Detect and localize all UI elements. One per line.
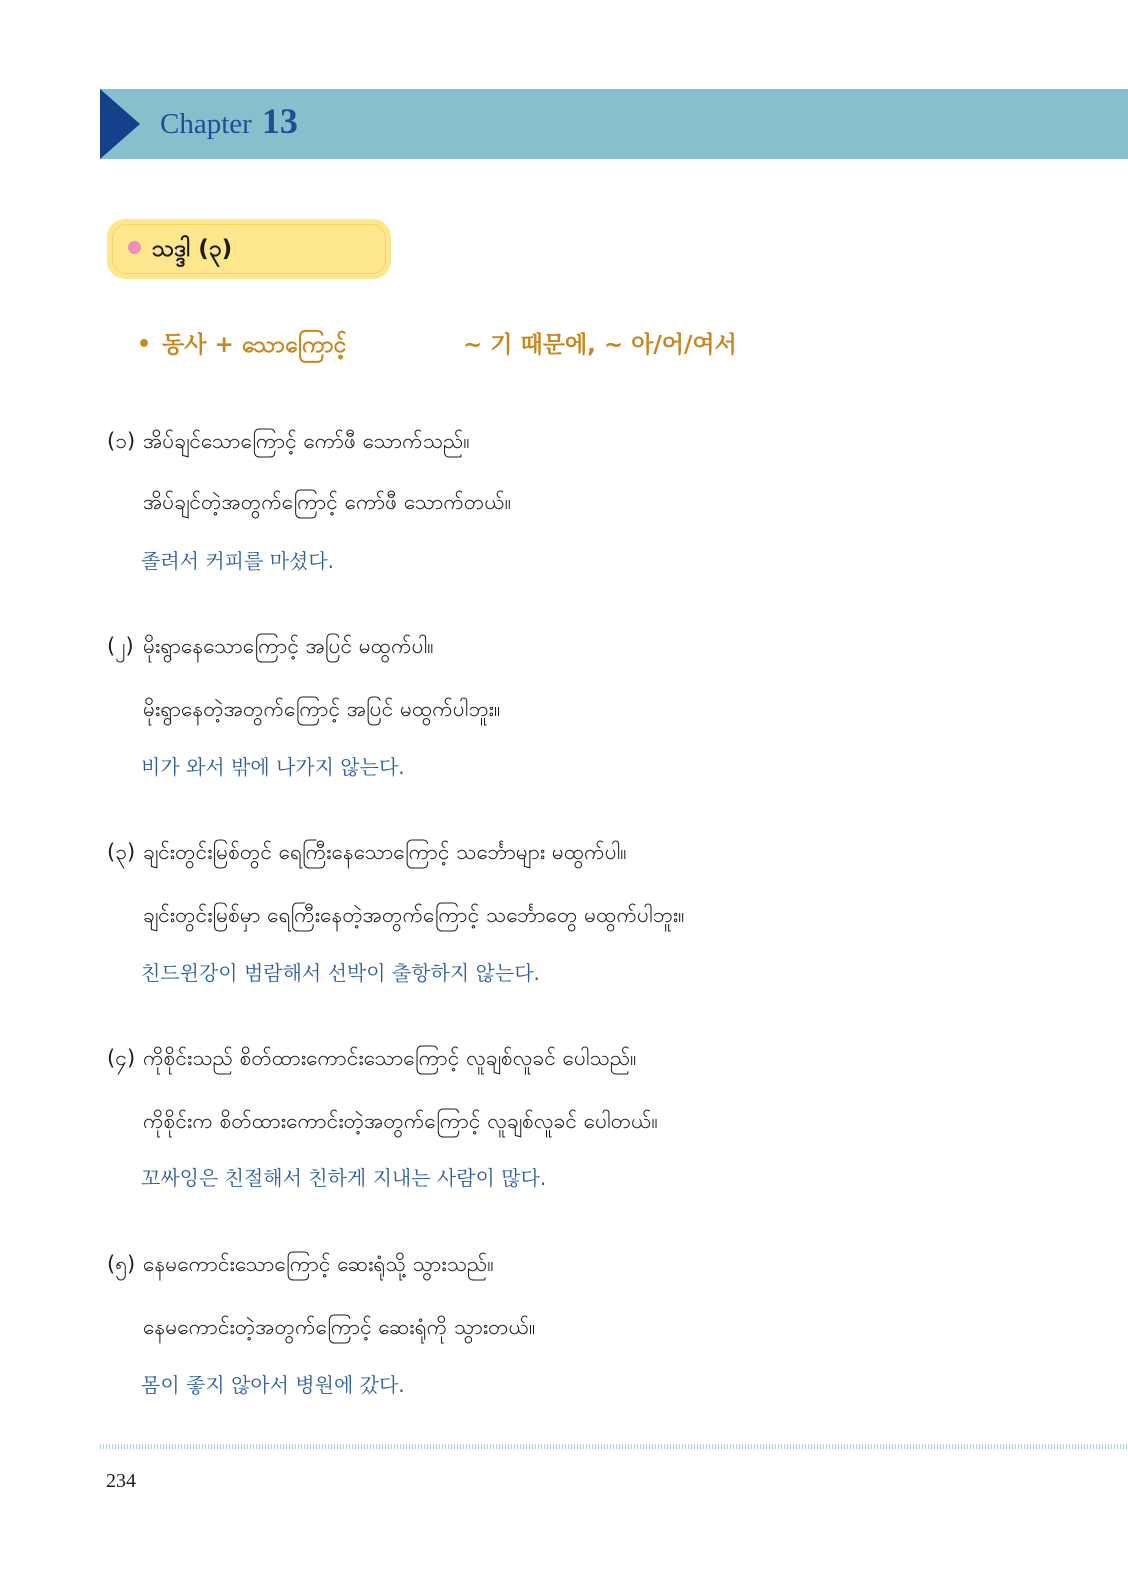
example-colloquial-sentence: ချင်းတွင်းမြစ်မှာ ရေကြီးနေတဲ့အတွက်ကြောင့် သင်္ဘောတွေ မထွက်ပါဘူး။ <box>143 903 685 927</box>
example-number: (၅) <box>107 1252 136 1276</box>
example-korean-translation: 몸이 좋지 않아서 병원에 갔다. <box>141 1373 405 1397</box>
example-korean-translation: 꼬싸잉은 친절해서 친하게 지내는 사람이 많다. <box>141 1166 547 1190</box>
example-formal-sentence: ချင်းတွင်းမြစ်တွင် ရေကြီးနေသောကြောင့် သင်္ဘောများ မထွက်ပါ။ <box>143 840 627 864</box>
example-colloquial-sentence: မိုးရွာနေတဲ့အတွက်ကြောင့် အပြင် မထွက်ပါဘူး။ <box>143 697 501 721</box>
example-formal-sentence: မိုးရွာနေသောကြောင့် အပြင် မထွက်ပါ။ <box>143 634 434 658</box>
example-korean-translation: 친드윈강이 범람해서 선박이 출항하지 않는다. <box>141 961 540 985</box>
example-formal-sentence: အိပ်ချင်သောကြောင့် ကော်ဖီ သောက်သည်။ <box>143 429 470 453</box>
chapter-arrow-icon <box>100 89 140 159</box>
example-colloquial-sentence: နေမကောင်းတဲ့အတွက်ကြောင့် ဆေးရုံကို သွားတယ်။ <box>143 1315 536 1339</box>
example-number: (၂) <box>107 634 134 658</box>
example-korean-translation: 졸려서 커피를 마셨다. <box>141 549 334 573</box>
example-number: (၄) <box>107 1046 136 1070</box>
section-badge <box>107 219 391 279</box>
example-korean-translation: 비가 와서 밖에 나가지 않는다. <box>141 755 405 779</box>
example-number: (၃) <box>107 840 136 864</box>
example-formal-sentence: ကိုစိုင်းသည် စိတ်ထားကောင်းသောကြောင့် လူချစ်လူခင် ပေါသည်။ <box>143 1046 637 1070</box>
example-formal-sentence: နေမကောင်းသောကြောင့် ဆေးရုံသို့ သွားသည်။ <box>143 1252 494 1276</box>
section-title: သဒ္ဒါ (၃) <box>152 236 233 262</box>
footer-divider <box>100 1444 1128 1449</box>
chapter-number: 13 <box>261 101 298 141</box>
rule-pattern: 동사 + သောကြောင့် <box>162 332 347 358</box>
pink-dot-icon <box>128 241 141 254</box>
bullet-icon: • <box>137 332 152 357</box>
chapter-title <box>160 100 298 150</box>
example-number: (၁) <box>107 429 136 453</box>
chapter-label: Chapter <box>160 108 252 140</box>
page-number: 234 <box>106 1470 136 1492</box>
example-colloquial-sentence: အိပ်ချင်တဲ့အတွက်ကြောင့် ကော်ဖီ သောက်တယ်။ <box>143 490 512 514</box>
example-colloquial-sentence: ကိုစိုင်းက စိတ်ထားကောင်းတဲ့အတွက်ကြောင့် လူချစ်လူခင် ပေါတယ်။ <box>143 1109 658 1133</box>
rule-meaning: ~ 기 때문에, ~ 아/어/여서 <box>463 332 737 358</box>
